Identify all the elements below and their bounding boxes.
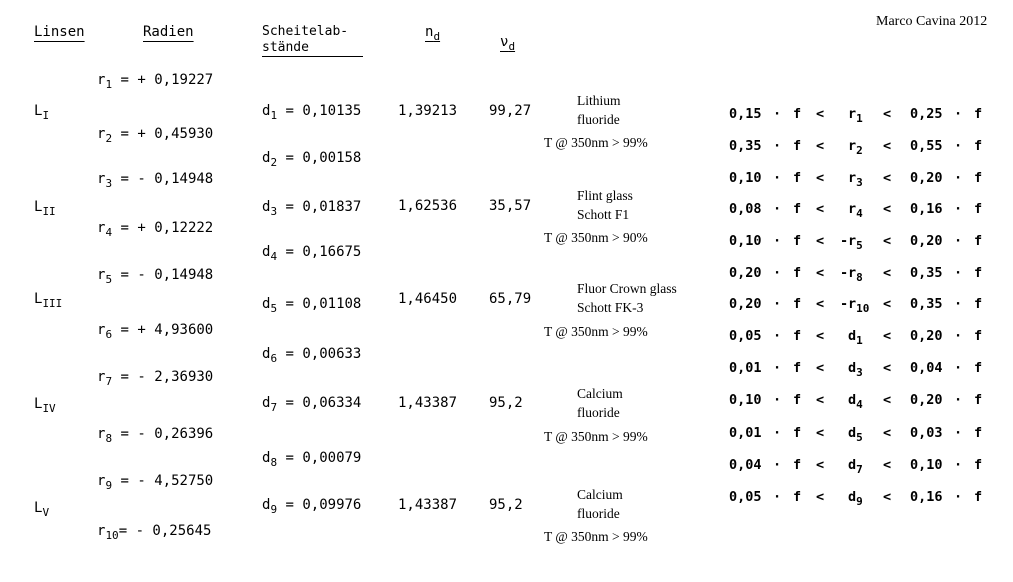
header-vd: $\nu_d$ [500,34,516,53]
constraint-high: 0,03 [910,425,943,441]
constraint-high: 0,20 [910,392,943,408]
constraint-dot: · [773,360,782,376]
constraint-dot: · [773,489,782,505]
vd-value: 65,79 [489,291,532,307]
constraint-f: f [793,328,802,344]
constraint-lt: < [816,201,825,217]
constraint-lt: < [883,296,892,312]
constraint-dot: · [773,328,782,344]
constraint-f: f [974,233,983,249]
constraint-lt: < [883,392,892,408]
distance-row: $d_6 = 0,00633$ [262,346,362,365]
constraint-f: f [793,489,802,505]
vd-value: 99,27 [489,103,532,119]
distance-row: $d_1 = 0,10135$ [262,103,362,122]
constraint-f: f [793,360,802,376]
constraint-f: f [974,360,983,376]
material-name: fluoride [577,112,620,127]
constraint-dot: · [773,392,782,408]
constraint-lt: < [816,489,825,505]
constraint-lt: < [883,138,892,154]
constraint-low: 0,01 [729,360,762,376]
constraint-high: 0,10 [910,457,943,473]
distance-row: $d_4 = 0,16675$ [262,244,362,263]
nd-value: 1,62536 [398,198,458,214]
constraint-dot: · [773,233,782,249]
material-name: fluoride [577,506,620,521]
constraint-low: 0,20 [729,296,762,312]
constraint-lt: < [883,457,892,473]
constraint-f: f [793,138,802,154]
constraint-symbol: $r_2$ [848,138,863,157]
constraint-low: 0,05 [729,489,762,505]
constraint-symbol: $d_9$ [848,489,863,508]
lens-label: $L_{II}$ [34,199,56,218]
constraint-f: f [793,296,802,312]
constraint-f: f [974,170,983,186]
constraint-dot: · [773,138,782,154]
constraint-f: f [974,489,983,505]
constraint-neg: - [840,233,849,249]
constraint-low: 0,20 [729,265,762,281]
constraint-lt: < [816,106,825,122]
radius-row: $r_{10}= - 0,25645$ [97,523,212,542]
constraint-dot: · [773,265,782,281]
constraint-f: f [974,138,983,154]
constraint-lt: < [816,296,825,312]
constraint-f: f [974,457,983,473]
constraint-dot: · [773,457,782,473]
constraint-low: 0,01 [729,425,762,441]
lens-label: $L_V$ [34,500,50,519]
constraint-lt: < [816,360,825,376]
constraint-lt: < [883,170,892,186]
constraint-neg: - [840,265,849,281]
header-lenses: Linsen [34,24,85,40]
constraint-f: f [974,425,983,441]
constraint-lt: < [883,360,892,376]
constraint-dot: · [773,296,782,312]
constraint-symbol: $r_1$ [848,106,863,125]
constraint-f: f [793,201,802,217]
header-distances: Scheitelab- stände [262,24,349,55]
constraint-lt: < [816,138,825,154]
lens-label: $L_I$ [34,103,50,122]
constraint-low: 0,08 [729,201,762,217]
constraint-symbol: $d_7$ [848,457,863,476]
distance-row: $d_7 = 0,06334$ [262,395,362,414]
constraint-symbol: $r_4$ [848,201,863,220]
radius-row: $r_3$ = - 0,14948 [97,171,214,190]
constraint-lt: < [883,425,892,441]
constraint-f: f [974,328,983,344]
constraint-low: 0,10 [729,233,762,249]
constraint-f: f [974,201,983,217]
constraint-lt: < [816,457,825,473]
constraint-lt: < [883,106,892,122]
constraint-lt: < [816,265,825,281]
lens-label: $L_{IV}$ [34,396,56,415]
constraint-symbol: $d_4$ [848,392,863,411]
distance-row: $d_9 = 0,09976$ [262,497,362,516]
header-distances-underline [262,56,363,57]
constraint-dot: · [773,425,782,441]
constraint-symbol: $r_5$ [848,233,863,252]
constraint-dot: · [954,392,963,408]
distance-row: $d_8 = 0,00079$ [262,450,362,469]
constraint-dot: · [954,328,963,344]
constraint-lt: < [816,328,825,344]
distance-row: $d_2 = 0,00158$ [262,150,362,169]
radius-row: $r_6$ = + 4,93600 [97,322,214,341]
constraint-high: 0,25 [910,106,943,122]
constraint-dot: · [773,106,782,122]
constraint-dot: · [954,296,963,312]
constraint-lt: < [816,425,825,441]
constraint-lt: < [816,170,825,186]
constraint-low: 0,35 [729,138,762,154]
constraint-f: f [793,233,802,249]
constraint-f: f [974,392,983,408]
constraint-low: 0,05 [729,328,762,344]
constraint-f: f [793,457,802,473]
distance-row: $d_3 = 0,01837$ [262,199,362,218]
constraint-dot: · [773,201,782,217]
header-nd: $n_d$ [425,24,441,43]
constraint-symbol: $r_3$ [848,170,863,189]
constraint-dot: · [954,360,963,376]
constraint-lt: < [816,233,825,249]
constraint-dot: · [954,201,963,217]
constraint-f: f [793,106,802,122]
constraint-lt: < [883,233,892,249]
constraint-dot: · [954,106,963,122]
radius-row: $r_1$ = + 0,19227 [97,72,214,91]
nd-value: 1,39213 [398,103,458,119]
constraint-high: 0,16 [910,489,943,505]
radius-row: $r_4$ = + 0,12222 [97,220,214,239]
material-name: Lithium [577,93,621,108]
transmission-note: T @ 350nm > 90% [544,230,648,245]
constraint-high: 0,55 [910,138,943,154]
constraint-high: 0,04 [910,360,943,376]
constraint-symbol: $d_1$ [848,328,863,347]
transmission-note: T @ 350nm > 99% [544,529,648,544]
constraint-high: 0,20 [910,328,943,344]
material-name: Calcium [577,386,623,401]
transmission-note: T @ 350nm > 99% [544,324,648,339]
constraint-lt: < [883,201,892,217]
constraint-f: f [793,392,802,408]
constraint-low: 0,10 [729,170,762,186]
vd-value: 95,2 [489,497,523,513]
constraint-high: 0,35 [910,296,943,312]
material-name: Fluor Crown glass [577,281,677,296]
constraint-dot: · [954,489,963,505]
constraint-dot: · [954,457,963,473]
radius-row: $r_5$ = - 0,14948 [97,267,214,286]
header-radii: Radien [143,24,194,40]
constraint-low: 0,10 [729,392,762,408]
constraint-f: f [974,296,983,312]
lens-label: $L_{III}$ [34,291,63,310]
constraint-symbol: $r_{10}$ [848,296,870,315]
constraint-low: 0,15 [729,106,762,122]
radius-row: $r_9$ = - 4,52750 [97,473,214,492]
constraint-f: f [793,265,802,281]
nd-value: 1,43387 [398,395,458,411]
material-name: fluoride [577,405,620,420]
constraint-dot: · [954,265,963,281]
radius-row: $r_2$ = + 0,45930 [97,126,214,145]
constraint-f: f [793,170,802,186]
nd-value: 1,46450 [398,291,458,307]
nd-value: 1,43387 [398,497,458,513]
transmission-note: T @ 350nm > 99% [544,135,648,150]
distance-row: $d_5 = 0,01108$ [262,296,362,315]
constraint-lt: < [816,392,825,408]
transmission-note: T @ 350nm > 99% [544,429,648,444]
constraint-lt: < [883,489,892,505]
constraint-f: f [974,265,983,281]
radius-row: $r_8$ = - 0,26396 [97,426,214,445]
radius-row: $r_7$ = - 2,36930 [97,369,214,388]
constraint-dot: · [954,138,963,154]
constraint-lt: < [883,265,892,281]
constraint-dot: · [773,170,782,186]
constraint-neg: - [840,296,849,312]
constraint-lt: < [883,328,892,344]
vd-value: 35,57 [489,198,532,214]
constraint-low: 0,04 [729,457,762,473]
constraint-f: f [974,106,983,122]
material-name: Schott FK-3 [577,300,644,315]
constraint-dot: · [954,425,963,441]
constraint-symbol: $r_8$ [848,265,863,284]
constraint-high: 0,20 [910,233,943,249]
constraint-symbol: $d_3$ [848,360,863,379]
vd-value: 95,2 [489,395,523,411]
author-credit: Marco Cavina 2012 [876,14,988,29]
constraint-high: 0,20 [910,170,943,186]
constraint-symbol: $d_5$ [848,425,863,444]
constraint-high: 0,16 [910,201,943,217]
constraint-dot: · [954,233,963,249]
constraint-high: 0,35 [910,265,943,281]
constraint-f: f [793,425,802,441]
material-name: Schott F1 [577,207,630,222]
material-name: Flint glass [577,188,633,203]
constraint-dot: · [954,170,963,186]
material-name: Calcium [577,487,623,502]
